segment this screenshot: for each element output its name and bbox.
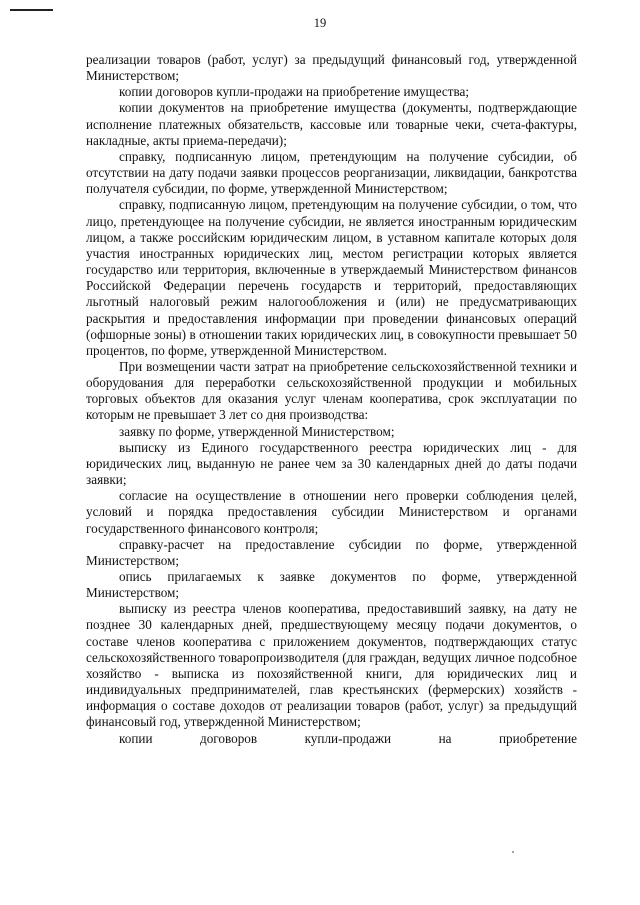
paragraph: опись прилагаемых к заявке документов по форме, утвержденной Министерством;	[86, 569, 577, 601]
paragraph: копии документов на приобретение имущества (документы, подтверждающие исполнение платежных обязательств, кассовые или товарные чеки, счета-фактуры, накладные, акты приема-передачи);	[86, 100, 577, 148]
page-number: 19	[313, 16, 327, 30]
paragraph: реализации товаров (работ, услуг) за предыдущий финансовый год, утвержденной Министерством;	[86, 52, 577, 84]
scan-edge-mark	[10, 9, 53, 11]
paragraph: копии договоров купли-продажи на приобретение имущества;	[119, 84, 470, 100]
paragraph: выписку из реестра членов кооператива, предоставивший заявку, на дату не позднее 30 календарных дней, предшествующему месяцу подачи документов, о составе членов кооператива с приложением документов, подтверждающих статус сельскохозяйственного товаропроизводителя (для граждан, ведущих личное подсобное хозяйство - выписка из похозяйственной книги, для юридических лиц и индивидуальных предпринимателей, глав крестьянских (фермерских) хозяйств - информация о составе доходов от реализации товаров (работ, услуг) за предыдущий финансовый год, утвержденной Министерством;	[86, 601, 577, 730]
paragraph: справку, подписанную лицом, претендующим на получение субсидии, об отсутствии на дату подачи заявки процессов реорганизации, ликвидации, банкротства получателя субсидии, по форме, утвержденной Министерством;	[86, 148, 577, 197]
paragraph: копии договоров купли-продажи на приобретение	[119, 730, 577, 746]
document-body	[86, 52, 577, 747]
scan-speck	[512, 851, 514, 853]
paragraph: При возмещении части затрат на приобретение сельскохозяйственной техники и оборудования для переработки сельскохозяйственной продукции и мобильных торговых объектов для оказания услуг членам кооператива, срок эксплуатации по которым не превышает 3 лет со дня производства:	[86, 358, 577, 423]
paragraph: справку, подписанную лицом, претендующим на получение субсидии, о том, что лицо, претендующее на получение субсидии, не является иностранным юридическим лицом, а также российским юридическим лицом, в уставном капитале которых доля участия иностранных юридических лиц, местом регистрации которых является государство или территория, включенные в утверждаемый Министерством финансов Российской Федерации перечень государств и территорий, предоставляющих льготный налоговый режим налогообложения и (или) не предусматривающих раскрытия и предоставления информации при проведении финансовых операций (офшорные зоны) в отношении таких юридических лиц, в совокупности превышает 50 процентов, по форме, утвержденной Министерством.	[86, 197, 577, 358]
paragraph: выписку из Единого государственного реестра юридических лиц - для юридических лиц, выданную не ранее чем за 30 календарных дней до даты подачи заявки;	[86, 439, 577, 488]
paragraph: справку-расчет на предоставление субсидии по форме, утвержденной Министерством;	[86, 536, 577, 568]
paragraph: заявку по форме, утвержденной Министерством;	[119, 423, 395, 439]
paragraph: согласие на осуществление в отношении него проверки соблюдения целей, условий и порядка предоставления субсидии Министерством и органами государственного финансового контроля;	[86, 488, 577, 536]
